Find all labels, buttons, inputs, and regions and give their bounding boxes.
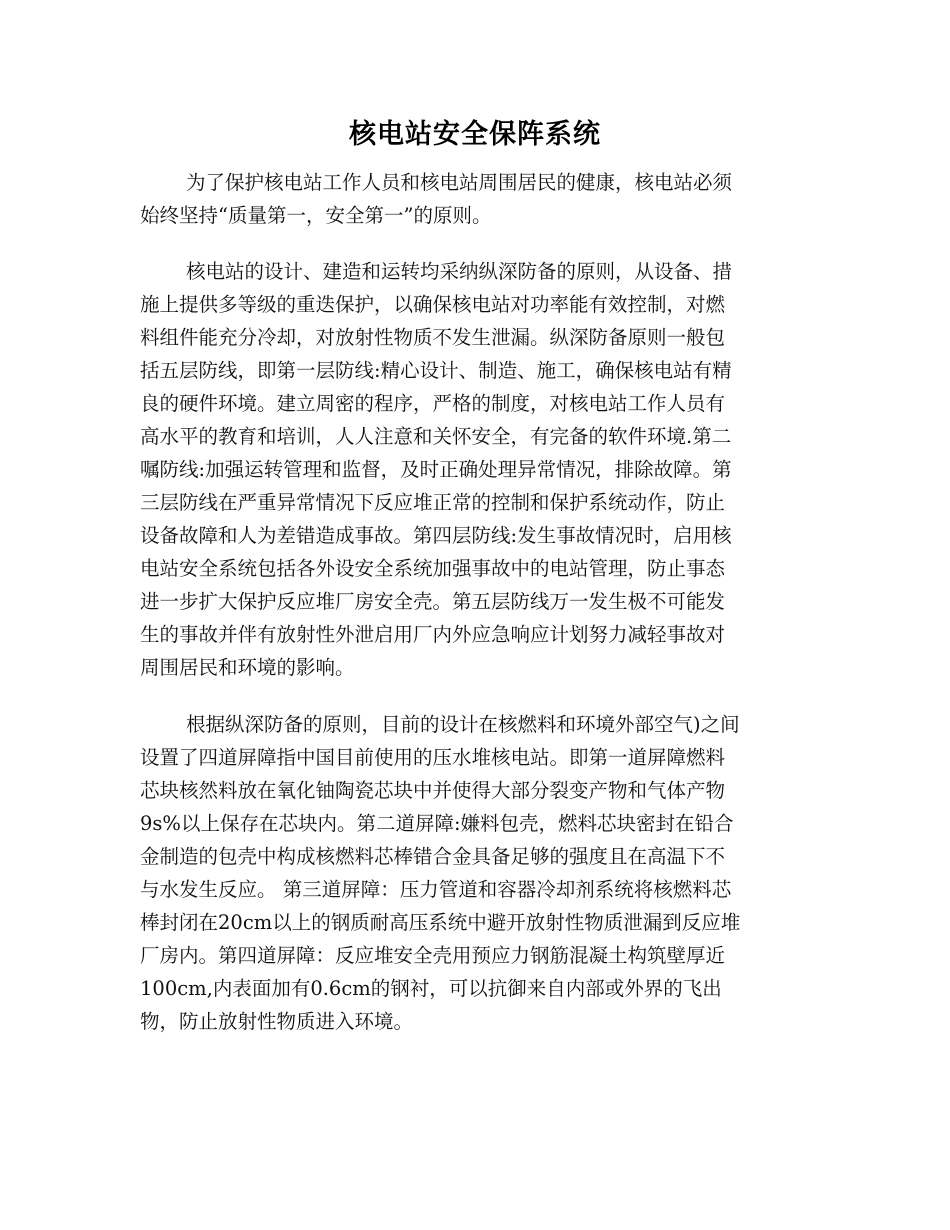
paragraph-2-line: 施上提供多等级的重迭保护，以确保核电站对功率能有效控制，对燃 [140,293,726,316]
paragraph-3-line: 厂房内。第四道屏障：反应堆安全壳用预应力钢筋混凝土构筑壁厚近 [140,944,726,967]
paragraph-2-line: 生的事故并伴有放射性外泄启用厂内外应急响应计划努力减轻事故对 [140,623,726,646]
paragraph-3-line: 物，防止放射性物质进入环境。 [140,1010,414,1033]
paragraph-2-line: 高水平的教育和培训，人人注意和关怀安全，有完备的软件环境.第二 [140,425,732,448]
document-title: 核电站安全保阵系统 [349,119,601,150]
paragraph-3-line: 金制造的包壳中构成核燃料芯棒错合金具备足够的强度且在高温下不 [140,845,726,868]
paragraph-1-line: 为了保护核电站工作人员和核电站周围居民的健康，核电站必须 [186,171,733,194]
paragraph-3-line: 与水发生反应。 第三道屏障：压力管道和容器冷却剂系统将核燃料芯 [140,878,732,901]
paragraph-3-line: 设置了四道屏障指中国目前使用的压水堆核电站。即第一道屏障燃料 [140,746,726,769]
paragraph-3-line: 棒封闭在20cm以上的钢质耐高压系统中避开放射性物质泄漏到反应堆 [140,911,741,934]
paragraph-3-line: 芯块核然料放在氧化铀陶瓷芯块中并使得大部分裂变产物和气体产物 [140,779,726,802]
paragraph-3-line: 根据纵深防备的原则，目前的设计在核燃料和环境外部空气)之间 [186,713,740,736]
paragraph-2-line: 料组件能充分冷却，对放射性物质不发生泄漏。纵深防备原则一般包 [140,326,726,349]
paragraph-2-line: 嘱防线:加强运转管理和监督，及时正确处理异常情况，排除故障。第 [140,458,732,481]
paragraph-3-line: 100cm,内表面加有0.6cm的钢衬，可以抗御来自内部或外界的飞出 [140,977,722,1000]
paragraph-2-line: 三层防线在严重异常情况下反应堆正常的控制和保护系统动作，防止 [140,491,726,514]
paragraph-2-line: 核电站的设计、建造和运转均采纳纵深防备的原则，从设备、措 [186,260,733,283]
paragraph-2-line: 良的硬件环境。建立周密的程序，严格的制度，对核电站工作人员有 [140,392,726,415]
paragraph-1-line: 始终坚持“质量第一，安全第一”的原则。 [140,204,492,227]
paragraph-2-line: 电站安全系统包括各外设安全系统加强事故中的电站管理，防止事态 [140,557,726,580]
paragraph-3-line: 9s%以上保存在芯块内。第二道屏障:嫌料包壳，燃料芯块密封在铅合 [140,812,734,835]
paragraph-2-line: 括五层防线，即第一层防线:精心设计、制造、施工，确保核电站有精 [140,359,732,382]
paragraph-2-line: 进一步扩大保护反应堆厂房安全壳。第五层防线万一发生极不可能发 [140,590,726,613]
paragraph-2-line: 设备故障和人为差错造成事故。第四层防线:发生事故情况时，启用核 [140,524,732,547]
paragraph-2-line: 周围居民和环境的影响。 [140,656,355,679]
